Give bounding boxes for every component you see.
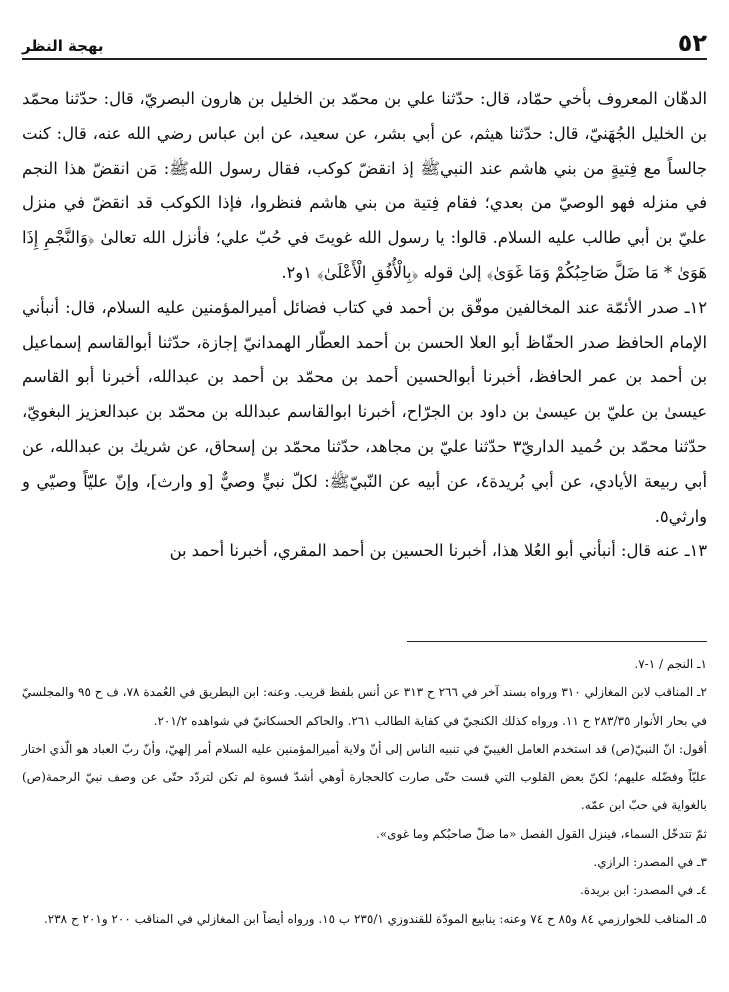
paragraph-hadith-11-continuation: الدهّان المعروف بأخي حمّاد، قال: حدّثنا علي بن محمّد بن الخليل بن هارون البصريّ، قال: حدّثنا محمّد بن الخليل الجُهَنيّ، قال: حدّثنا هيثم، عن أبي بشر، عن سعيد، عن ابن عباس رضي الله عنه، قال: كنت جالساً مع فِتيةٍ من بني هاشم عند النبيﷺ إذ انقضّ كوكب، فقال رسول اللهﷺ: مَن انقضّ هذا النجم في منزله فهو الوصيّ من بعدي؛ فقام فِتية من بني هاشم فنظروا، فإذا الكوكب قد انقضّ في منزل عليّ بن أبي طالب عليه السلام. قالوا: يا رسول الله غويتَ في حُبّ علي؛ فأنزل الله تعالىٰ ﴿وَالنَّجْمِ إِذَا هَوَىٰ * مَا ضَلَّ صَاحِبُكُمْ وَمَا غَوَىٰ﴾ إلىٰ قوله ﴿بِالْأُفُقِ الْأَعْلَىٰ﴾ ١و٢.	[22, 89, 707, 282]
running-title: بهجة النظر	[22, 37, 104, 55]
footnote-2-commentary: أقول: انّ النبيّ(ص) قد استخدم العامل الغيبيّ في تنبيه الناس إلى أنّ ولاية أميرالمؤمنين عليه السلام أمر إلهيّ، وأنّ ربّ العباد هو الّذي اختار عليّاً وفضّله عليهم؛ لكنّ بعض القلوب التي قست حتّى صارت كالحجارة أوهي أشدّ قسوة لم تكن لتردّد حتّى عن وصف نبيّ الرحمة(ص) بالغواية في حبّ ابن عمّه.	[22, 741, 707, 813]
paragraph-hadith-13: ١٣ـ عنه قال: أنبأني أبو العُلا هذا، أخبرنا الحسين بن أحمد المقري، أخبرنا أحمد بن	[169, 541, 707, 561]
footnote-2: ٢ـ المناقب لابن المغازلي ٣١٠ ورواه بسند آخر في ٢٦٦ ح ٣١٣ عن أنس بلفظ قريب. وعنه: ابن البطريق في العُمدة ٧٨، ف ح ٩٥ والمجلسيّ في بحار الأنوار ٢٨٣/٣٥ ح ١١. ورواه كذلك الكنجيّ في كفاية الطالب ٢٦١. والحاكم الحسكانيّ في شواهده ٢٠١/٢.	[22, 685, 707, 728]
page-number: ٥٢	[677, 29, 707, 57]
book-page	[22, 0, 707, 992]
footnote-3: ٣ـ في المصدر: الرازي.	[593, 855, 707, 870]
main-text	[22, 82, 707, 569]
footnote-1: ١ـ النجم / ١-٧.	[634, 657, 707, 671]
footnote-5: ٥ـ المناقب للخوارزمي ٨٤ و٨٥ ح ٧٤ وعنه: ينابيع المودّة للقندوزي ٢٣٥/١ ب ١٥. ورواه أيضاً ابن المغازلي في المناقب ٢٠٠ و٢٠١ ح ٢٣٨.	[43, 911, 707, 926]
footnote-2-commentary-end: ثمّ تتدخّل السماء، فينزل القول الفصل «ما ضلّ صاحبُكم وما غوى».	[376, 826, 707, 841]
page-header	[22, 26, 707, 60]
footnotes	[22, 650, 707, 933]
paragraph-hadith-12: ١٢ـ صدر الأئمّة عند المخالفين موفّق بن أحمد في كتاب فضائل أميرالمؤمنين عليه السلام، قال: أنبأني الإمام الحافظ صدر الحفّاظ أبو العلا الحسن بن أحمد العطّار الهمدانيّ إجازة، حدّثنا أبوالقاسم إسماعيل بن أحمد بن عمر الحافظ، أخبرنا أبوالحسين أحمد بن محمّد بن أحمد بن عبدالله، أخبرنا أبو القاسم عيسىٰ بن عليّ بن عيسىٰ بن داود بن الجرّاح، أخبرنا ابوالقاسم عبدالله بن محمّد بن عبدالعزيز البغويّ، حدّثنا محمّد بن حُميد الداريّ٣ حدّثنا عليّ بن مجاهد، حدّثنا محمّد بن إسحاق، عن شريك بن عبدالله، عن أبي ربيعة الأيادي، عن أبي بُريدة٤، عن أبيه عن النّبيّﷺ: لكلّ نبيٍّ وصيٌّ [و وارث]، وإنّ عليّاً وصيّي و وارثي٥.	[22, 297, 707, 526]
footnote-4: ٤ـ في المصدر: ابن بريدة.	[580, 883, 707, 898]
footnote-divider	[407, 641, 707, 642]
